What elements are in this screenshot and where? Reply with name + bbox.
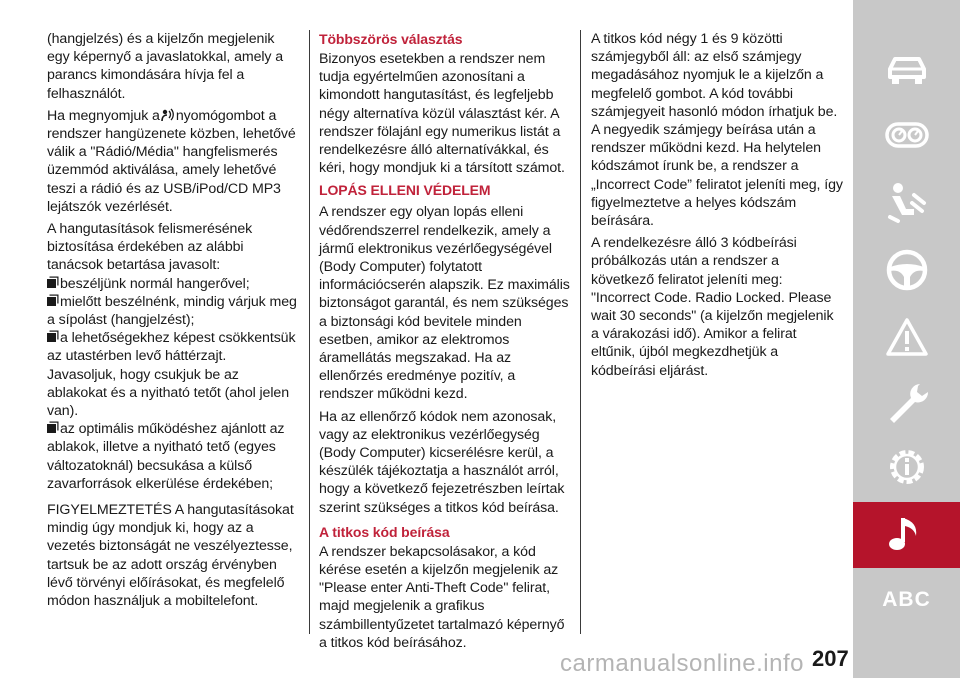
voice-command-icon [161,108,175,122]
warning-triangle-icon [884,315,930,361]
paragraph: (hangjelzés) és a kijelzőn megjelenik egy képernyő a javaslatokkal, amely a parancs kimondására hívja fel a felhasználót. [47,31,284,102]
music-note-icon [884,512,930,558]
heading-multiple-choice: Többszörös választás [319,31,463,47]
wrench-icon [884,380,930,426]
checkbox-bullet-icon [47,333,56,342]
text-column-1 [47,30,299,614]
sidebar-item-driving[interactable] [853,238,960,302]
heading-code-entry: A titkos kód beírása [319,523,450,540]
paragraph: A titkos kód négy 1 és 9 közötti számjegyből áll: az első számjegy megadásához nyomjuk le a kijelzőn a megfelelő gombot. A kód további számjegyeit hasonló módon írhatjuk be. A negyedik számjegy beírása után a rendszer működni kezd. Ha helytelen kódszámot írunk be, a rendszer a „Incorrect Code” feliratot jeleníti meg, így figyelmeztetve a helyes kódszám beírására. [591,31,843,230]
paragraph: A rendszer bekapcsolásakor, a kód kérése esetén a kijelzőn megjelenik az "Please enter Anti-Theft Code" felirat, majd megjelenik a grafikus számbillentyűzetet tartalmazó képernyő a titkos kód beírásához. [319,543,565,651]
page-number: 207 [812,646,849,671]
sidebar-item-car[interactable] [853,40,960,100]
car-icon [884,47,930,93]
warning-paragraph: FIGYELMEZTETÉS A hangutasításokat mindig úgy mondjuk ki, hogy az a vezetés biztonságát ne veszélyeztesse, tartsuk be az adott ország érvényben lévő törvényi előírásokat, és megfelelő módon használjuk a mobiltelefont. [47,502,294,610]
abc-index-label: ABC [882,588,931,611]
sidebar-item-index[interactable] [853,572,960,628]
column-divider [580,30,581,634]
watermark: carmanualsonline.info [560,650,804,677]
text-column-2 [319,30,573,656]
text-column-3 [591,30,843,384]
column-divider [309,30,310,634]
list-item: a lehetőségekhez képest csökkentsük az utastérben levő háttérzajt. Javasoljuk, hogy csukjuk be az ablakokat és a nyitható tetőt (ahol jelen van). [47,330,296,420]
chapter-sidebar [853,0,960,678]
gauges-icon [884,112,930,158]
steering-wheel-icon [884,247,930,293]
checkbox-bullet-icon [47,297,56,306]
checkbox-bullet-icon [47,279,56,288]
checkbox-bullet-icon [47,424,56,433]
sidebar-item-multimedia[interactable] [853,502,960,568]
heading-anti-theft: LOPÁS ELLENI VÉDELEM [319,182,491,199]
paragraph: Ha az ellenőrző kódok nem azonosak, vagy az elektronikus vezérlőegység (Body Computer) kicserélésre kerül, a készülék tájékoztatja a használót arról, hogy a következő fejezetrészben leírtak szerint szükséges a titkos kód beírása. [319,408,565,516]
paragraph: A rendszer egy olyan lopás elleni védőrendszerrel rendelkezik, amely a jármű elektronikus vezérlőegységével (Body Computer) folytatott információcserén alapszik. Ez maximális biztonságot garantál, és nem szükséges a biztonsági kód bevitele minden esetben, amikor az elektromos áramellátás megszakad. Ha az ellenőrzés eredménye pozitív, a rendszer működni kezd. [319,204,570,403]
list-item: beszéljünk normál hangerővel; [47,275,299,293]
paragraph: A rendelkezésre álló 3 kódbeírási próbálkozás után a rendszer a következő feliratot jeleníti meg: "Incorrect Code. Radio Locked. Please wait 30 seconds" (a kijelzőn megjelenik a várakozási idő). Amikor a felirat eltűnik, újból megkezdhetjük a kódbeírási eljárást. [591,235,834,379]
seat-person-icon [884,179,930,225]
sidebar-item-technical-data[interactable] [853,436,960,498]
paragraph: Bizonyos esetekben a rendszer nem tudja egyértelműen azonosítani a kimondott hangutasítást, és legfeljebb négy alternatíva közül választást kér. A rendszer fölajánl egy numerikus listát a rendelkezésre álló alternatívákkal, és kéri, hogy mondjuk ki a társított számot. [319,51,565,177]
paragraph: A hangutasítások felismerésének biztosítása érdekében az alábbi tanácsok betartása javasolt: [47,221,253,274]
sidebar-item-instruments[interactable] [853,105,960,165]
list-item: az optimális működéshez ajánlott az ablakok, illetve a nyitható tető (egyes változatoknál) becsukása a külső zavarforrások elkerülése érdekében; [47,421,285,492]
sidebar-item-safety[interactable] [853,170,960,234]
gear-info-icon [884,444,930,490]
sidebar-item-maintenance[interactable] [853,372,960,434]
list-item: mielőtt beszélnénk, mindig várjuk meg a sípolást (hangjelzést); [47,293,297,329]
sidebar-item-warnings[interactable] [853,306,960,370]
paragraph: Ha megnyomjuk a nyomógombot a rendszer hangüzenete közben, lehetővé válik a "Rádió/Média" hangfelismerés üzemmód aktiválása, amely lehetővé teszi a rádió és az USB/iPod/CD MP3 lejátszók vezérlését. [47,107,296,215]
